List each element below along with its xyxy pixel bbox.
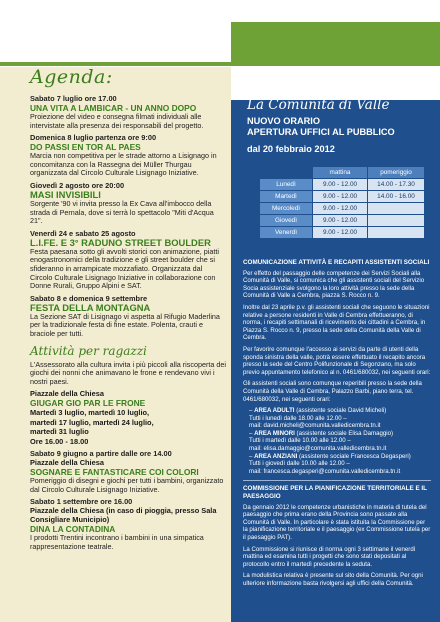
event-place: Piazzale della Chiesa — [30, 457, 104, 467]
day-cell: Martedì — [260, 191, 313, 203]
ragazzi-heading: Attività per ragazzi — [30, 343, 147, 358]
comunita-title: La Comunità di Valle — [247, 97, 390, 113]
afternoon-cell: 14.00 - 16.00 — [368, 191, 425, 203]
day-cell: Giovedì — [260, 215, 313, 227]
area-who: (assistente sociale Elisa Damaggio) — [296, 429, 394, 437]
area-who: (assistente sociale Francesca Degasperi) — [299, 452, 411, 460]
table-header-row — [260, 167, 425, 179]
section-paragraph: La Commissione si riunisce di norma ogni 3 settimane il venerdì mattina ed esamina tutti i progetti che sono stati depositati al protocollo entro il martedì precedente la seduta. — [243, 545, 416, 568]
section-divider — [243, 480, 431, 481]
morning-cell: 9.00 - 12.00 — [313, 227, 368, 239]
afternoon-cell — [368, 203, 425, 215]
section-heading: COMMISSIONE PER LA PIANIFICAZIONE TERRITORIALE E IL PAESAGGIO — [243, 485, 427, 501]
event-item — [30, 389, 226, 446]
event-item — [30, 449, 226, 494]
area-item — [243, 407, 431, 430]
event-place: Piazzale della Chiesa (in caso di pioggia, presso Sala Consigliare Municipio) — [30, 506, 217, 525]
section-paragraph: Per effetto del passaggio delle competenze dei Servizi Sociali alla Comunità di Valle, si comunica che gli assistenti sociali del Servizio Socia assistenziale svolgono la loro attività presso la sede della Comunità di Valle a Cembra, piazza S. Rocco n. 9. — [243, 269, 425, 300]
afternoon-cell — [368, 215, 425, 227]
area-title: – AREA ADULTI (assistente sociale David Micheli) — [249, 407, 387, 415]
event-date: martedì 17 luglio, martedì 24 luglio, — [30, 417, 154, 427]
event-date: Sabato 9 giugno a partire dalle ore 14.00 — [30, 448, 172, 458]
section-heading: COMUNICAZIONE ATTIVITÀ E RECAPITI ASSISTENTI SOCIALI — [243, 259, 430, 266]
event-desc: Pomeriggio di disegni e giochi per tutti i bambini, organizzato dal Circolo Culturale Lisignago Iniziative. — [30, 475, 224, 494]
agenda-column — [0, 22, 231, 622]
area-item — [243, 430, 431, 453]
top-margin — [0, 0, 440, 22]
event-title: GIUGAR GIO PAR LE FRONE — [30, 398, 146, 409]
event-desc: Sorgente '90 vi invita presso la Ex Cava all'imbocco della strada di Pernala, dove si terrà lo spettacolo "Miti d'Acqua 21". — [30, 198, 214, 226]
area-who: (assistente sociale David Micheli) — [296, 407, 387, 415]
newsletter-page — [0, 22, 440, 622]
event-title: DINA LA CONTADINA — [30, 524, 116, 535]
day-cell: Lunedì — [260, 179, 313, 191]
event-title: L.I.FE. E 3° RADUNO STREET BOULDER — [30, 236, 211, 248]
area-label: AREA MINORI — [254, 429, 295, 437]
event-date: Giovedì 2 agosto ore 20:00 — [30, 180, 125, 190]
morning-cell: 9.00 - 12.00 — [313, 191, 368, 203]
area-label: AREA ANZIANI — [254, 452, 298, 460]
section-paragraph: Per favorire comunque l'accesso ai servizi da parte di utenti della sponda sinistra della valle, potrà essere effettuato il recapito ancora presso la sede del Centro Polifunzionale di Segonzano, ma solo previo appuntamento telefonico al n. 0461/680032, nei seguenti orari: — [243, 345, 431, 376]
area-mail: mail: francesca.degasperi@comunita.valledicembra.tn.it — [249, 467, 401, 475]
column-header: pomeriggio — [368, 167, 425, 179]
morning-cell: 9.00 - 12.00 — [313, 179, 368, 191]
event-item — [30, 229, 226, 291]
orario-line: NUOVO ORARIO — [247, 116, 320, 126]
event-date: Sabato 1 settembre ore 16.00 — [30, 497, 133, 507]
area-mail: mail: elisa.damaggio@comunita.valledicembra.tn.it — [249, 445, 387, 453]
orario-date: dal 20 febbraio 2012 — [247, 144, 335, 154]
section-paragraph: Da gennaio 2012 le competenze urbanistiche in materia di tutela del paesaggio che prima erano della Provincia sono passate alla Comunità di Valle. In particolare è stata istituita la Commissione per la pianificazione territoriale e il paesaggio (ex Commissione tutela per il paesaggio PAT). — [243, 503, 431, 541]
orario-heading — [247, 116, 395, 138]
event-desc: Marcia non competitiva per le strade attorno a Lisignago in concomitanza con la Rassegna dei Müller Thurgau organizzata dal Circolo Culturale Lisignago Iniziative. — [30, 151, 217, 178]
area-when: Tutti i giovedì dalle 10.00 alle 12.00 – — [249, 460, 350, 468]
event-desc: Proiezione del video e consegna filmati individuali alle intervistate alla presenza dei responsabili del progetto. — [30, 112, 204, 130]
table-row — [260, 215, 425, 227]
event-date: Venerdì 24 e sabato 25 agosto — [30, 228, 136, 238]
event-date: Sabato 7 luglio ore 17.00 — [30, 94, 117, 103]
section-paragraph: Gli assistenti sociali sono comunque reperibili presso la sede della Comunità della Valle di Cembra, Palazzo Barbi, piano terra, tel. 0461/680032, nei seguenti orari: — [243, 380, 422, 403]
agenda-content — [30, 94, 226, 554]
event-date: Domenica 8 luglio partenza ore 9:00 — [30, 133, 157, 143]
table-row — [260, 179, 425, 191]
event-title: DO PASSI EN TOR AL PAES — [30, 142, 141, 153]
event-item — [30, 133, 226, 178]
morning-cell: 9.00 - 12.00 — [313, 203, 368, 215]
column-header: mattina — [313, 167, 368, 179]
event-item — [30, 497, 226, 551]
event-desc: La Sezione SAT di Lisignago vi aspetta al Rifugio Maderlina per la tradizionale festa di fine estate. Polenta, crauti e braciole per tutti. — [30, 311, 220, 338]
table-row — [260, 191, 425, 203]
morning-cell: 9.00 - 12.00 — [313, 215, 368, 227]
event-title: FESTA DELLA MONTAGNA — [30, 301, 151, 313]
table-row — [260, 203, 425, 215]
afternoon-cell — [368, 227, 425, 239]
area-when: Tutti i lunedì dalle 18.00 alle 12.00 – — [249, 414, 347, 422]
event-item — [30, 294, 226, 339]
schedule-table — [259, 166, 425, 239]
header-band — [231, 22, 440, 100]
area-mail: mail: david.micheli@comunita.valledicembra.tn.it — [249, 422, 381, 430]
event-place: Piazzale della Chiesa — [30, 389, 104, 399]
ragazzi-intro: L'Assessorato alla cultura invita i più piccoli alla riscoperta dei giochi dei nonni che animavano le frone e rendevano vivi i nostri paesi. — [30, 359, 226, 386]
event-item — [30, 181, 226, 226]
event-desc: Festa paesana sotto gli avvolti storici con animazione, piatti enogastronomici della tradizione e gli street boulder che si sfideranno in arrampicate mozzafiato. Organizzata dal Circolo Culturale Lisignago Iniziative in collaborazione con Donne Rurali, Gruppo Alpini e SAT. — [30, 246, 219, 291]
table-corner — [260, 167, 313, 179]
section-paragraph: Inoltre dal 23 aprile p.v. gli assistenti sociali che seguono le situazioni relative a persone residenti in Valle di Cembra effettueranno, di norma, i recapiti settimanali di ricevimento dei cittadini a Cembra, in Piazza S. Rocco n. 9, presso la sede della Comunità della Valle di Cembra. — [243, 303, 430, 342]
area-item — [243, 453, 431, 476]
comunita-column — [231, 22, 440, 622]
green-block — [231, 22, 440, 66]
area-label: AREA ADULTI — [254, 407, 295, 415]
header-band — [0, 22, 231, 67]
event-title: UNA VITA A LAMBICAR - UN ANNO DOPO — [30, 103, 197, 113]
area-when: Tutti i martedì dalle 10.00 alle 12.00 – — [249, 437, 351, 445]
day-cell: Venerdì — [260, 227, 313, 239]
afternoon-cell: 14.00 - 17.30 — [368, 179, 425, 191]
event-time: Ore 16.00 - 18.00 — [30, 436, 89, 446]
area-title: – AREA MINORI (assistente sociale Elisa Damaggio) — [249, 429, 394, 437]
event-date: Martedì 3 luglio, martedì 10 luglio, — [30, 408, 150, 418]
event-item — [30, 94, 226, 130]
event-title: SOGNARE E FANTASTICARE COI COLORI — [30, 466, 199, 477]
area-title: – AREA ANZIANI (assistente sociale Francesca Degasperi) — [249, 452, 411, 460]
day-cell: Mercoledì — [260, 203, 313, 215]
event-date: martedì 31 luglio — [30, 427, 89, 437]
agenda-heading: Agenda: — [30, 66, 113, 88]
comunita-content — [243, 259, 431, 592]
event-date: Sabato 8 e domenica 9 settembre — [30, 293, 148, 303]
table-row — [260, 227, 425, 239]
event-desc: I prodotti Trentini incontrano i bambini in una simpatica rappresentazione teatrale. — [30, 533, 204, 551]
section-paragraph: La modulistica relativa è presente sul sito della Comunità. Per ogni ulteriore informazione basta rivolgersi agli uffici della Comunità. — [243, 572, 423, 587]
orario-line: APERTURA UFFICI AL PUBBLICO — [247, 127, 395, 137]
event-title: MASI INVISIBILI — [30, 188, 101, 200]
